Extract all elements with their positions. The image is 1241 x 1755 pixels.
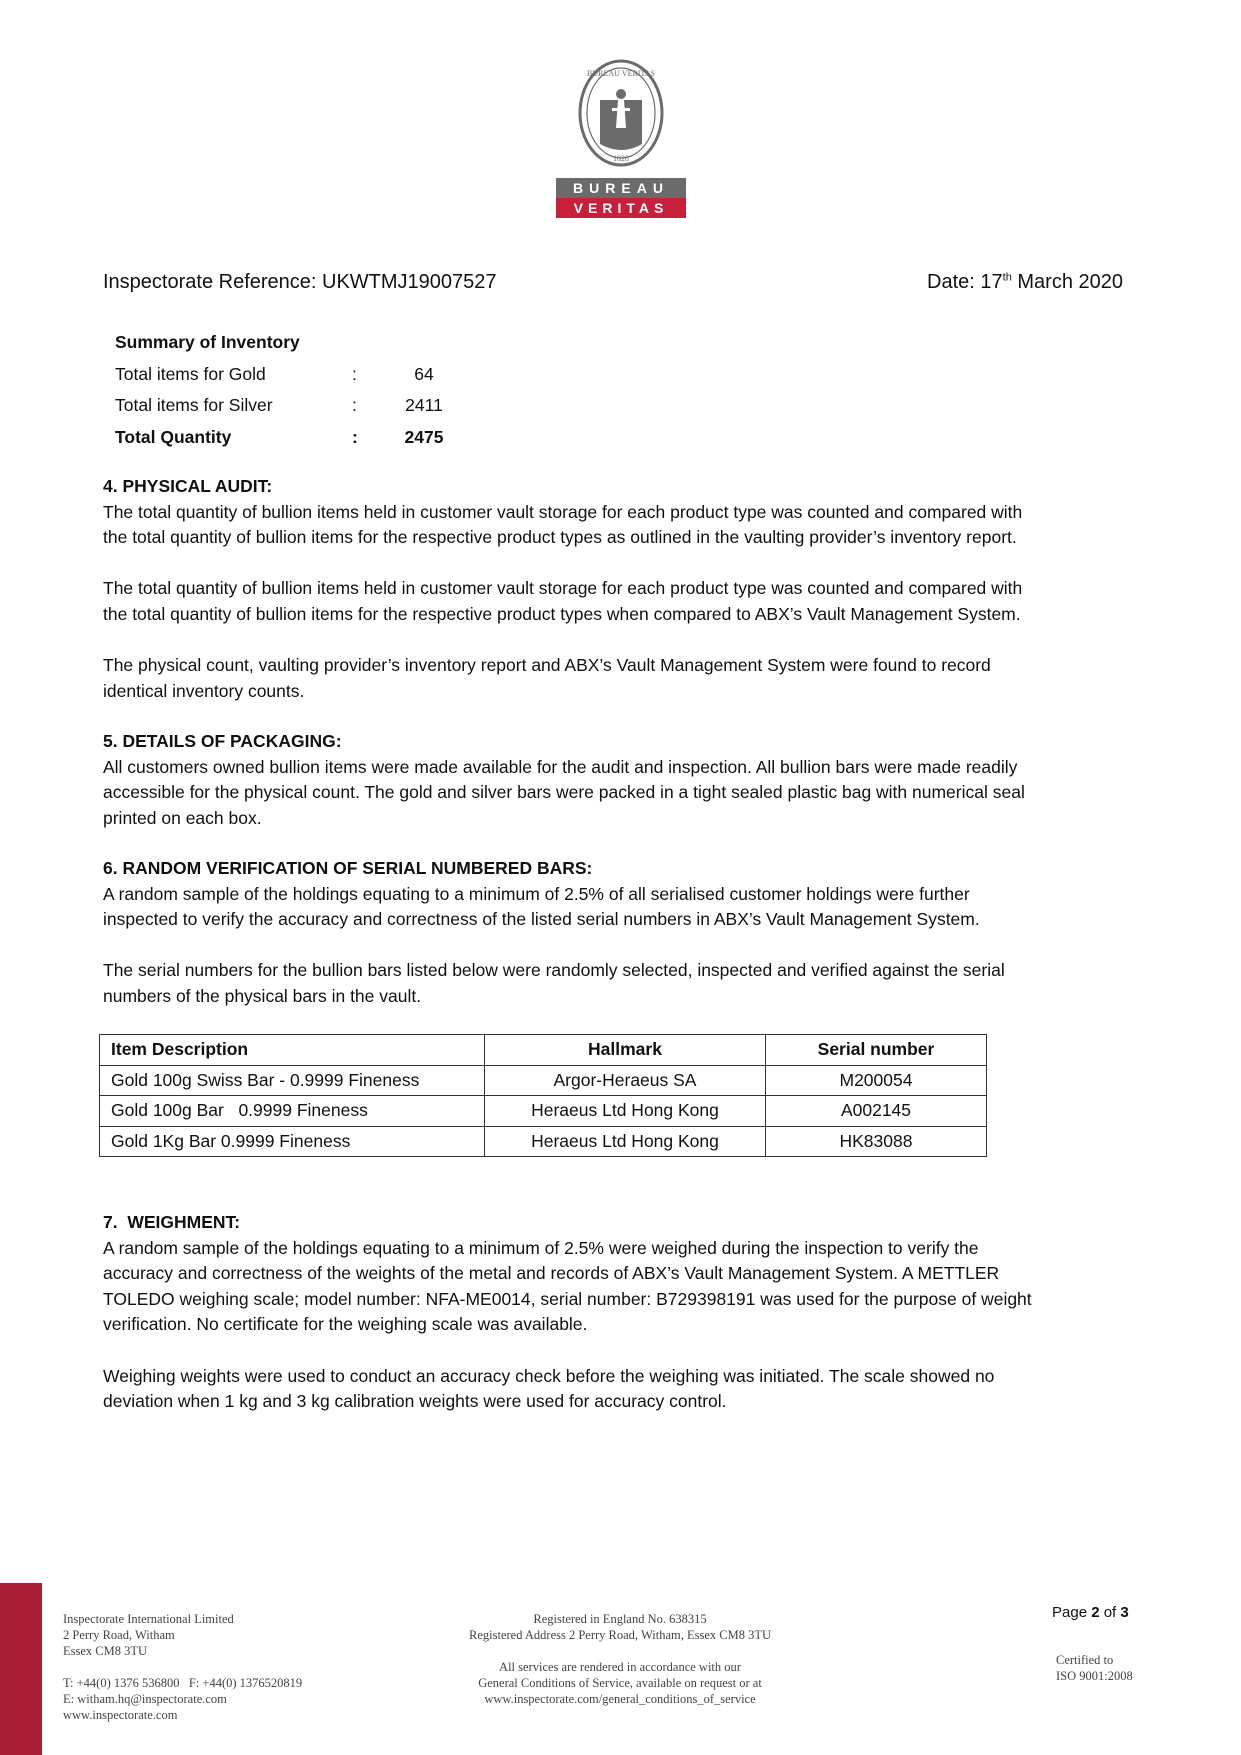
table-cell: M200054 — [766, 1065, 987, 1096]
section-heading: 4. PHYSICAL AUDIT: — [103, 476, 273, 496]
footer-company-block — [63, 1611, 302, 1723]
table-cell: Heraeus Ltd Hong Kong — [485, 1126, 766, 1157]
svg-text:BUREAU: BUREAU — [573, 180, 669, 196]
paragraph-line: A random sample of the holdings equating to a minimum of 2.5% of all serialised customer holdings were further — [103, 883, 970, 904]
paragraph-line: deviation when 1 kg and 3 kg calibration weights were used for accuracy control. — [103, 1391, 727, 1412]
footer-website: www.inspectorate.com — [63, 1708, 178, 1722]
summary-colon: : — [352, 395, 357, 416]
table-row — [100, 1065, 987, 1096]
paragraph-line: The total quantity of bullion items held in customer vault storage for each product type was counted and compared with — [103, 501, 1023, 522]
packaging-section — [103, 729, 1133, 831]
paragraph-line: inspected to verify the accuracy and correctness of the listed serial numbers in ABX’s Vault Management System. — [103, 909, 980, 930]
summary-label: Total items for Gold — [115, 363, 266, 384]
paragraph-line: The serial numbers for the bullion bars listed below were randomly selected, inspected and verified against the serial — [103, 960, 1005, 981]
section-heading: 6. RANDOM VERIFICATION OF SERIAL NUMBERED BARS: — [103, 858, 593, 878]
table-cell: Gold 1Kg Bar 0.9999 Fineness — [100, 1126, 485, 1157]
table-row — [100, 1096, 987, 1127]
summary-colon: : — [352, 363, 357, 384]
paragraph-line: The physical count, vaulting provider’s inventory report and ABX’s Vault Management System were found to record — [103, 655, 991, 676]
paragraph-line: All customers owned bullion items were made available for the audit and inspection. All bullion bars were made readily — [103, 756, 1018, 777]
svg-text:1828: 1828 — [613, 154, 629, 163]
summary-label: Total items for Silver — [115, 395, 273, 416]
summary-title: Summary of Inventory — [115, 332, 300, 353]
paragraph-line: identical inventory counts. — [103, 680, 305, 701]
report-date: Date: 17th March 2020 — [927, 271, 1123, 293]
table-header-row — [100, 1035, 987, 1066]
paragraph-line: numbers of the physical bars in the vault. — [103, 985, 422, 1006]
footer-accent-bar — [0, 1583, 42, 1755]
cert-line: Certified to — [1056, 1653, 1114, 1667]
table-header: Serial number — [766, 1035, 987, 1066]
summary-colon: : — [352, 426, 358, 447]
svg-text:BUREAU VERITAS: BUREAU VERITAS — [587, 69, 655, 78]
table-cell: Gold 100g Bar 0.9999 Fineness — [100, 1096, 485, 1127]
paragraph-line: the total quantity of bullion items for the respective product types as outlined in the vaulting provider’s inventory report. — [103, 527, 1017, 548]
summary-value: 2475 — [404, 426, 444, 447]
summary-value: 2411 — [405, 395, 443, 416]
section-heading: 5. DETAILS OF PACKAGING: — [103, 731, 342, 751]
summary-row-total — [115, 422, 456, 454]
footer-registration-block — [440, 1611, 800, 1707]
summary-label: Total Quantity — [115, 426, 232, 447]
paragraph-line: accuracy and correctness of the weights of the metal and records of ABX’s Vault Management System. A METTLER — [103, 1263, 1000, 1284]
paragraph-line: A random sample of the holdings equating to a minimum of 2.5% were weighed during the inspection to verify the — [103, 1237, 979, 1258]
summary-row-silver — [115, 390, 456, 422]
table-cell: HK83088 — [766, 1126, 987, 1157]
table-cell: A002145 — [766, 1096, 987, 1127]
footer-company-name: Inspectorate International Limited — [63, 1612, 234, 1626]
reference-date-line — [103, 271, 1123, 294]
bureau-veritas-seal-icon — [556, 58, 686, 220]
bureau-veritas-logo — [556, 58, 686, 220]
physical-audit-section — [103, 474, 1133, 704]
table-cell: Argor-Heraeus SA — [485, 1065, 766, 1096]
page-number: Page 2 of 3 — [1052, 1604, 1129, 1621]
cert-line: ISO 9001:2008 — [1056, 1669, 1133, 1683]
footer-terms-line: General Conditions of Service, available on request or at — [478, 1676, 762, 1690]
footer-registered-address: Registered Address 2 Perry Road, Witham, Essex CM8 3TU — [468, 1628, 771, 1642]
paragraph-line: accessible for the physical count. The gold and silver bars were packed in a tight sealed plastic bag with numerical seal — [103, 782, 1025, 803]
random-verification-section — [103, 856, 1133, 1010]
footer-address-line: 2 Perry Road, Witham — [63, 1628, 175, 1642]
table-cell: Heraeus Ltd Hong Kong — [485, 1096, 766, 1127]
summary-row-gold — [115, 359, 456, 391]
table-row — [100, 1126, 987, 1157]
paragraph-line: printed on each box. — [103, 807, 262, 828]
paragraph-line: Weighing weights were used to conduct an accuracy check before the weighing was initiated. The scale showed no — [103, 1365, 995, 1386]
svg-text:VERITAS: VERITAS — [573, 200, 669, 216]
table-header: Item Description — [100, 1035, 485, 1066]
footer-address-line: Essex CM8 3TU — [63, 1644, 148, 1658]
table-cell: Gold 100g Swiss Bar - 0.9999 Fineness — [100, 1065, 485, 1096]
weighment-section — [103, 1210, 1133, 1415]
footer-registration: Registered in England No. 638315 — [533, 1612, 707, 1626]
footer-terms-line: All services are rendered in accordance with our — [499, 1660, 741, 1674]
footer-terms-link: www.inspectorate.com/general_conditions_of_service — [484, 1692, 756, 1706]
table-header: Hallmark — [485, 1035, 766, 1066]
paragraph-line: The total quantity of bullion items held in customer vault storage for each product type was counted and compared with — [103, 578, 1023, 599]
inspectorate-reference: Inspectorate Reference: UKWTMJ19007527 — [103, 271, 497, 293]
footer-email: E: witham.hq@inspectorate.com — [63, 1692, 227, 1706]
serial-bars-table — [99, 1034, 987, 1157]
footer-phone: T: +44(0) 1376 536800 F: +44(0) 1376520819 — [63, 1676, 303, 1690]
section-heading: 7. WEIGHMENT: — [103, 1212, 241, 1232]
summary-value: 64 — [414, 363, 434, 384]
inventory-summary — [115, 327, 456, 453]
paragraph-line: the total quantity of bullion items for the respective product types when compared to ABX’s Vault Management System. — [103, 603, 1021, 624]
iso-certification — [1056, 1652, 1133, 1684]
paragraph-line: TOLEDO weighing scale; model number: NFA-ME0014, serial number: B729398191 was used for the purpose of weight — [103, 1288, 1032, 1309]
paragraph-line: verification. No certificate for the weighing scale was available. — [103, 1314, 588, 1335]
